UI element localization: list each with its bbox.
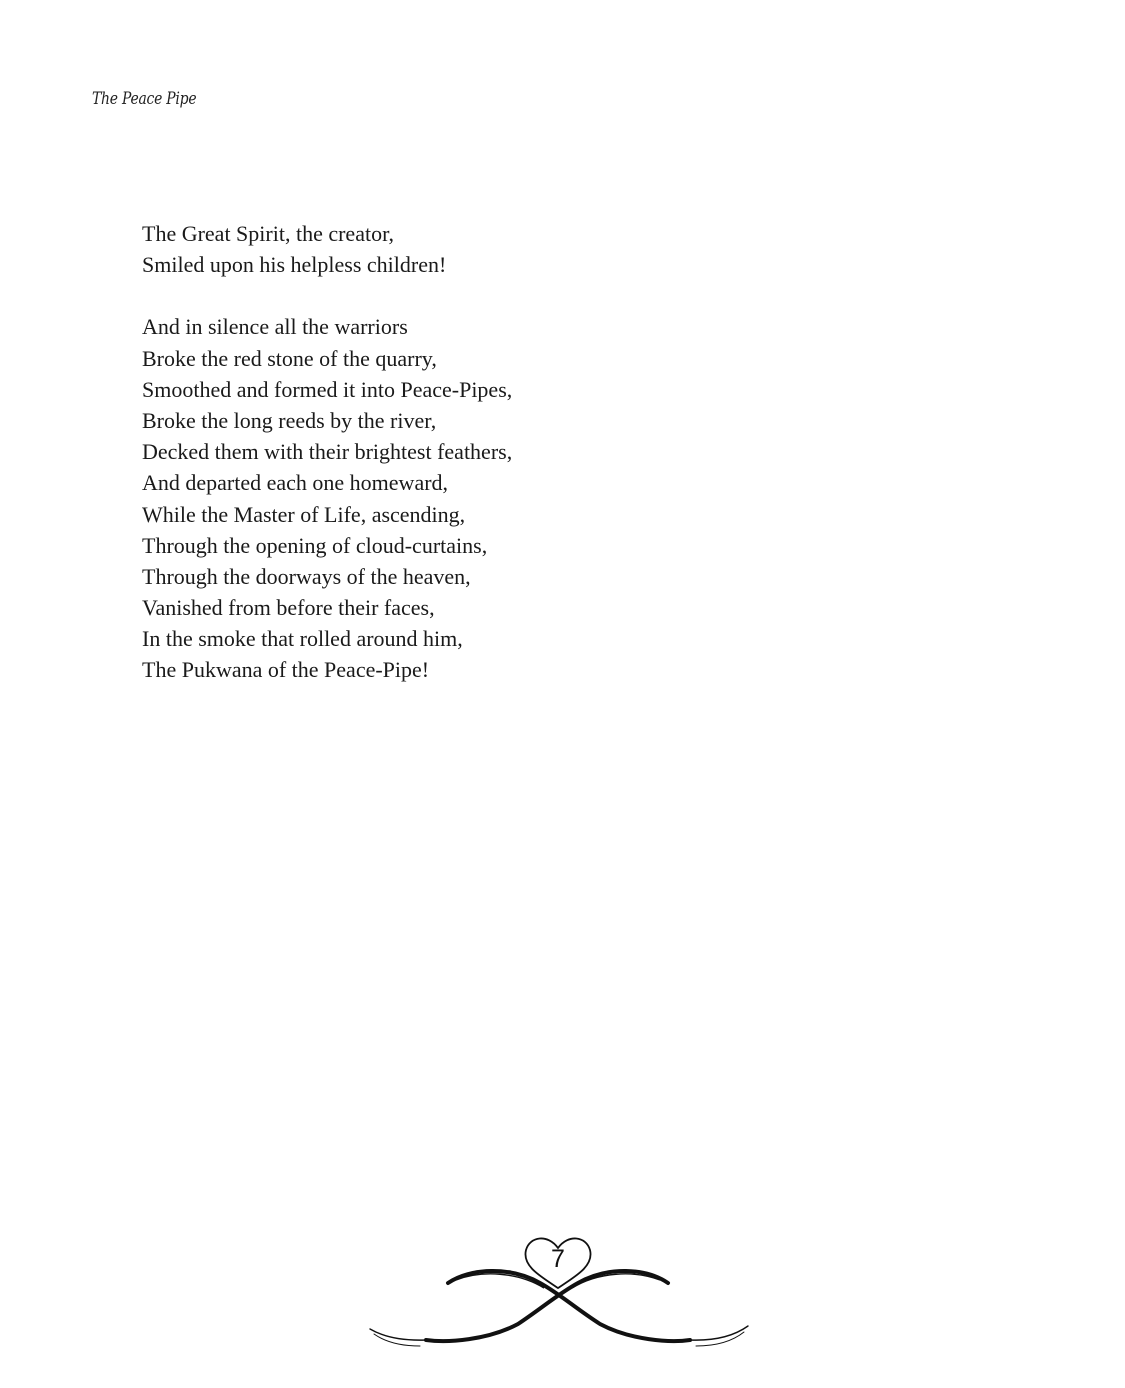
- running-head-title: The Peace Pipe: [92, 89, 197, 109]
- poem-stanza-1: [142, 218, 512, 280]
- poem-stanza-2: [142, 311, 512, 685]
- poem-line: Broke the long reeds by the river,: [142, 407, 437, 433]
- poem-line: While the Master of Life, ascending,: [142, 501, 466, 527]
- poem-line: Decked them with their brightest feathers,: [142, 439, 513, 465]
- poem-line: And in silence all the warriors: [142, 314, 408, 340]
- poem-line: The Great Spirit, the creator,: [142, 221, 395, 246]
- poem-line: And departed each one homeward,: [142, 470, 449, 496]
- poem-line: Smoothed and formed it into Peace-Pipes,: [142, 376, 513, 402]
- poem-line: Smiled upon his helpless children!: [142, 252, 447, 278]
- poem-line: The Pukwana of the Peace-Pipe!: [142, 657, 430, 683]
- poem-line: Through the opening of cloud-curtains,: [142, 532, 488, 558]
- poem-line: Through the doorways of the heaven,: [142, 563, 471, 589]
- poem-line: Broke the red stone of the quarry,: [142, 345, 437, 371]
- poem-line: Vanished from before their faces,: [142, 595, 435, 621]
- poem-line: In the smoke that rolled around him,: [142, 626, 463, 652]
- poem-body: [142, 218, 512, 686]
- page-number: 7: [551, 1245, 565, 1273]
